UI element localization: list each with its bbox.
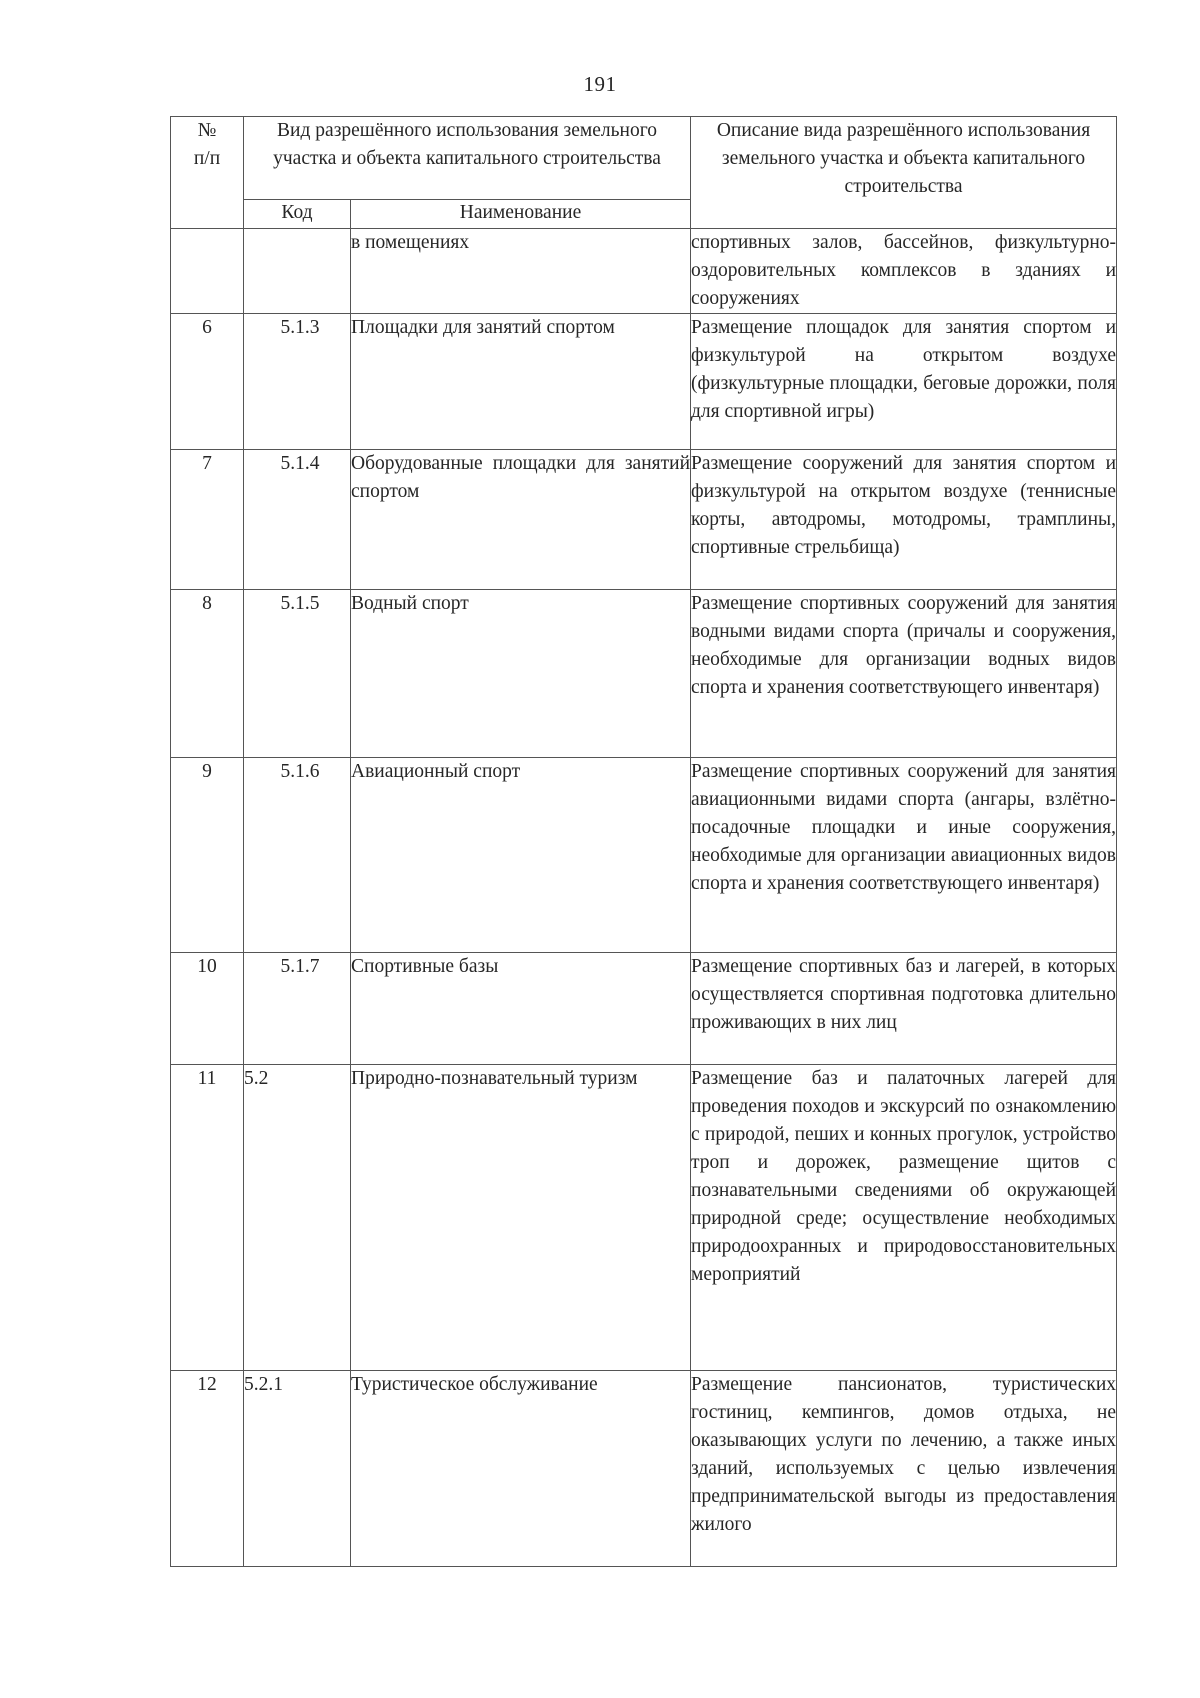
row-description: Размещение сооружений для занятия спортом и физкультурой на открытом воздухе (теннисные корты, автодромы, мотодромы, трамплины, спортивные стрельбища) [691, 450, 1117, 590]
table-row [171, 314, 1117, 450]
table-header-row [171, 117, 1117, 200]
row-code: 5.1.4 [244, 450, 351, 590]
row-code: 5.1.6 [244, 758, 351, 953]
row-number: 9 [171, 758, 244, 953]
row-code: 5.2.1 [244, 1371, 351, 1567]
table-row [171, 1065, 1117, 1371]
table-row [171, 229, 1117, 314]
header-number [171, 117, 244, 229]
row-number [171, 229, 244, 314]
row-code: 5.1.7 [244, 953, 351, 1065]
row-number: 11 [171, 1065, 244, 1371]
row-code: 5.1.3 [244, 314, 351, 450]
row-number: 10 [171, 953, 244, 1065]
row-name: Спортивные базы [351, 953, 691, 1065]
row-number: 8 [171, 590, 244, 758]
table-row [171, 953, 1117, 1065]
row-description: Размещение пансионатов, туристических гостиниц, кемпингов, домов отдыха, не оказывающих услуги по лечению, а также иных зданий, используемых с целью извлечения предпринимательской выгоды из предоставления жилого [691, 1371, 1117, 1567]
header-number-label: № п/п [193, 120, 221, 169]
row-name: Оборудованные площадки для занятий спортом [351, 450, 691, 590]
row-name: Водный спорт [351, 590, 691, 758]
table-row [171, 590, 1117, 758]
row-description: Размещение баз и палаточных лагерей для проведения походов и экскурсий по ознакомлению с природой, пеших и конных прогулок, устройство троп и дорожек, размещение щитов с познавательными сведениями об окружающей природной среде; осуществление необходимых природоохранных и природовосстановительных мероприятий [691, 1065, 1117, 1371]
row-code: 5.1.5 [244, 590, 351, 758]
header-description: Описание вида разрешённого использования земельного участка и объекта капитального строительства [691, 117, 1117, 229]
row-description: спортивных залов, бассейнов, физкультурно-оздоровительных комплексов в зданиях и сооружениях [691, 229, 1117, 314]
header-name: Наименование [351, 200, 691, 229]
row-name: Авиационный спорт [351, 758, 691, 953]
table-row [171, 758, 1117, 953]
row-code [244, 229, 351, 314]
row-description: Размещение спортивных сооружений для занятия водными видами спорта (причалы и сооружения, необходимые для организации водных видов спорта и хранения соответствующего инвентаря) [691, 590, 1117, 758]
header-code: Код [244, 200, 351, 229]
row-code: 5.2 [244, 1065, 351, 1371]
table-row [171, 1371, 1117, 1567]
page-number: 191 [583, 72, 617, 96]
header-use-type: Вид разрешённого использования земельного участка и объекта капитального строительства [244, 117, 691, 200]
row-description: Размещение спортивных баз и лагерей, в которых осуществляется спортивная подготовка длительно проживающих в них лиц [691, 953, 1117, 1065]
row-number: 12 [171, 1371, 244, 1567]
land-use-table [170, 116, 1117, 1567]
row-name: Площадки для занятий спортом [351, 314, 691, 450]
row-description: Размещение спортивных сооружений для занятия авиационными видами спорта (ангары, взлётно-посадочные площадки и иные сооружения, необходимые для организации авиационных видов спорта и хранения соответствующего инвентаря) [691, 758, 1117, 953]
row-number: 7 [171, 450, 244, 590]
row-name: в помещениях [351, 229, 691, 314]
row-number: 6 [171, 314, 244, 450]
row-description: Размещение площадок для занятия спортом и физкультурой на открытом воздухе (физкультурные площадки, беговые дорожки, поля для спортивной игры) [691, 314, 1117, 450]
table-row [171, 450, 1117, 590]
row-name: Туристическое обслуживание [351, 1371, 691, 1567]
row-name: Природно-познавательный туризм [351, 1065, 691, 1371]
